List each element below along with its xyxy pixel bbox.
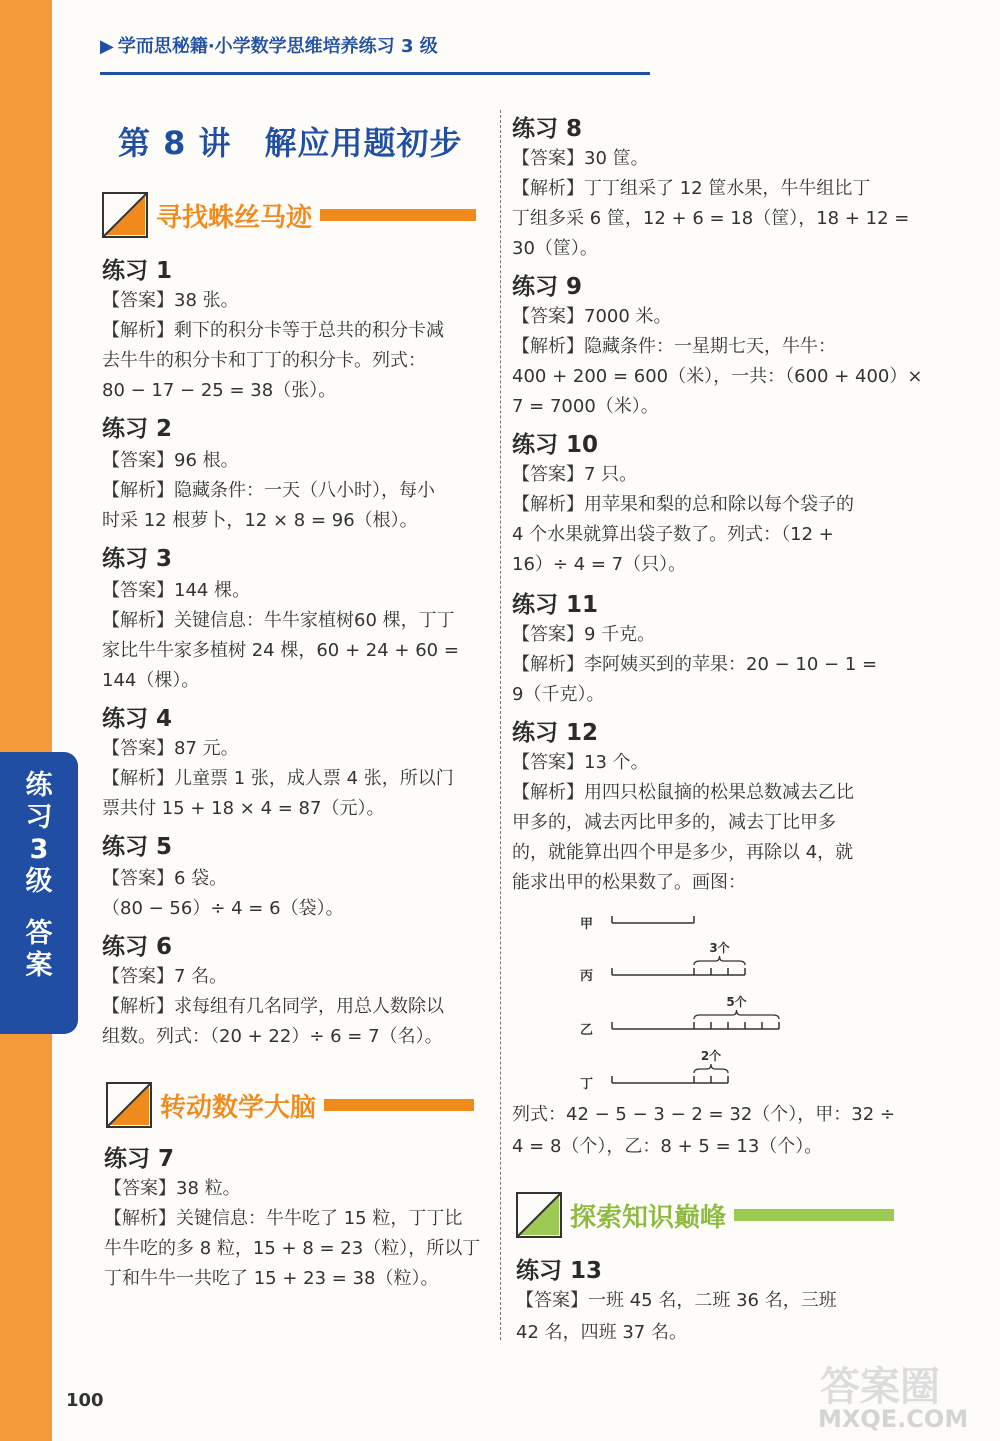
analysis-line: 票共付 15 + 18 × 4 = 87（元）。 [102,798,385,819]
analysis-line: 144（棵）。 [102,670,200,691]
diagram-brace-label: 5个 [726,995,747,1009]
exercise-title: 练习 10 [512,432,599,458]
analysis-line: 9（千克）。 [512,684,605,705]
triangle-square-icon [106,1082,152,1128]
answer-line: 【答案】7 只。 [512,464,638,485]
left-orange-strip [0,0,52,1441]
analysis-line: 7 = 7000（米）。 [512,396,659,417]
section-title: 寻找蛛丝马迹 [156,202,313,233]
analysis-line: 400 + 200 = 600（米），一共：（600 + 400）× [512,366,923,387]
section-header-1 [102,192,476,238]
answer-line: 【答案】87 元。 [102,738,239,759]
analysis-line: 【解析】隐藏条件：一天（八小时），每小 [102,480,435,501]
diagram-brace-label: 2个 [700,1049,722,1063]
header-rule [100,72,650,75]
side-tab-char: 3 [29,834,49,865]
section-title: 转动数学大脑 [160,1092,317,1123]
diagram-brace-label: 3个 [709,941,730,955]
analysis-line: 牛牛吃的多 8 粒，15 + 8 = 23（粒），所以丁 [104,1238,481,1259]
exercise-title: 练习 2 [102,416,173,442]
lecture-title: 第 8 讲 解应用题初步 [118,124,463,162]
analysis-line: 【解析】关键信息：牛牛吃了 15 粒，丁丁比 [104,1208,463,1229]
running-header [100,32,438,58]
exercise-title: 练习 3 [102,546,173,572]
answer-line: 【答案】一班 45 名，二班 36 名，三班 [516,1290,837,1311]
answer-line: 【答案】6 袋。 [102,868,228,889]
formula-line: 列式：42 − 5 − 3 − 2 = 32（个），甲：32 ÷ [512,1104,895,1125]
answer-line: 【答案】7000 米。 [512,306,672,327]
analysis-line: 【解析】用苹果和梨的总和除以每个袋子的 [512,494,854,515]
exercise-title: 练习 12 [512,720,599,746]
analysis-line: 【解析】李阿姨买到的苹果：20 − 10 − 1 = [512,654,878,675]
analysis-line: 【解析】剩下的积分卡等于总共的积分卡减 [102,320,444,341]
line-segment-diagram [570,905,860,1100]
section-title: 探索知识巅峰 [570,1202,727,1233]
analysis-line: 80 − 17 − 25 = 38（张）。 [102,380,337,401]
analysis-line: 的，就能算出四个甲是多少，再除以 4，就 [512,842,854,863]
analysis-line: 【解析】用四只松鼠摘的松果总数减去乙比 [512,782,854,803]
answer-line: 【答案】13 个。 [512,752,649,773]
analysis-line: 时采 12 根萝卜，12 × 8 = 96（根）。 [102,510,418,531]
analysis-line: 去牛牛的积分卡和丁丁的积分卡。列式： [102,350,426,371]
section-bar [734,1209,894,1221]
diagram-brace [694,956,745,965]
watermark-url: MXQE.COM [818,1405,969,1433]
side-tab-char: 案 [25,950,53,981]
page-number: 100 [66,1390,104,1411]
analysis-line: 【解析】儿童票 1 张，成人票 4 张，所以门 [102,768,454,789]
analysis-line: 丁组多采 6 筐，12 + 6 = 18（筐），18 + 12 = [512,208,910,229]
exercise-title: 练习 11 [512,592,599,618]
answer-line: 【答案】144 棵。 [102,580,251,601]
exercise-title: 练习 5 [102,834,173,860]
analysis-line: 4 个水果就算出袋子数了。列式：（12 + [512,524,834,545]
exercise-title: 练习 7 [104,1146,175,1172]
diagram-row-label: 丁 [580,1077,594,1092]
side-tab-char: 习 [25,802,53,833]
section-bar [320,209,476,221]
analysis-line: 甲多的，减去丙比甲多的，减去丁比甲多 [512,812,836,833]
section-header-2 [106,1082,474,1128]
side-tab [0,752,78,1034]
answer-line: 【答案】38 粒。 [104,1178,241,1199]
diagram-brace [694,1010,779,1019]
watermark-logo: 答案圈 [820,1364,940,1410]
analysis-line: 【解析】求每组有几名同学，用总人数除以 [102,996,444,1017]
diagram-row-label: 乙 [580,1023,594,1038]
side-tab-char: 练 [25,770,53,801]
exercise-title: 练习 9 [512,274,583,300]
exercise-title: 练习 13 [516,1258,603,1284]
analysis-line: 【解析】关键信息：牛牛家植树60 棵，丁丁 [102,610,455,631]
diagram-brace [694,1064,728,1073]
analysis-line: 【解析】丁丁组采了 12 筐水果，牛牛组比丁 [512,178,871,199]
exercise-title: 练习 4 [102,706,173,732]
diagram-row-label: 丙 [580,969,594,984]
section-bar [324,1099,474,1111]
column-divider [500,110,501,1340]
answer-line: 42 名，四班 37 名。 [516,1322,687,1343]
side-tab-char: 级 [25,866,53,897]
formula-line: 4 = 8（个），乙：8 + 5 = 13（个）。 [512,1136,823,1157]
triangle-square-icon [516,1192,562,1238]
running-header-title: 学而思秘籍·小学数学思维培养练习 3 级 [117,36,438,57]
answer-line: 【答案】38 张。 [102,290,239,311]
play-arrow-icon: ▶ [100,36,114,57]
analysis-line: 30（筐）。 [512,238,598,259]
exercise-title: 练习 1 [102,258,173,284]
analysis-line: 能求出甲的松果数了。画图： [512,872,746,893]
analysis-line: 家比牛牛家多植树 24 棵，60 + 24 + 60 = [102,640,459,661]
answer-line: 【答案】96 根。 [102,450,239,471]
triangle-square-icon [102,192,148,238]
exercise-title: 练习 8 [512,116,583,142]
diagram-row-label: 甲 [580,917,594,932]
side-tab-char: 答 [25,918,53,949]
answer-line: 【答案】30 筐。 [512,148,649,169]
analysis-line: 组数。列式：（20 + 22）÷ 6 = 7（名）。 [102,1026,443,1047]
analysis-line: （80 − 56）÷ 4 = 6（袋）。 [102,898,344,919]
exercise-title: 练习 6 [102,934,173,960]
analysis-line: 丁和牛牛一共吃了 15 + 23 = 38（粒）。 [104,1268,439,1289]
section-header-3 [516,1192,894,1238]
answer-line: 【答案】7 名。 [102,966,228,987]
analysis-line: 16）÷ 4 = 7（只）。 [512,554,687,575]
analysis-line: 【解析】隐藏条件：一星期七天，牛牛： [512,336,836,357]
answer-line: 【答案】9 千克。 [512,624,656,645]
